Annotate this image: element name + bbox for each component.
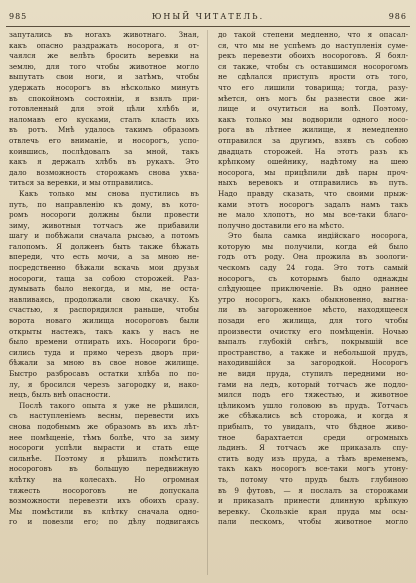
running-header: [0, 12, 416, 26]
text-line: ныхъ веревокъ и отправились въ путь.: [218, 178, 408, 188]
column-gutter: [207, 30, 208, 575]
text-line: и приказалъ принести длинную крѣпкую: [218, 496, 408, 506]
text-line: носороги, таща за собою сторожей. Раз-: [9, 273, 199, 283]
text-line: носороги успѣли вырасти и стать еще: [9, 443, 199, 453]
text-line: галопомъ. Я долженъ быть также бѣжать: [9, 241, 199, 251]
text-line: двадцать сторожей. На этотъ разъ къ: [218, 146, 408, 156]
text-line: позади его жилища, для того чтобы: [218, 316, 408, 326]
text-line: носороговъ въ большую передвижную: [9, 464, 199, 474]
text-line: Быстро разбросавъ остатки хлѣба по по-: [9, 369, 199, 378]
text-line: землю, для того чтобы животное могло: [9, 61, 199, 71]
text-line: находившійся за загородкой. Носорогъ: [218, 358, 408, 368]
text-line: мѣется, онъ могъ бы разнести свое жи-: [218, 93, 408, 103]
text-line: какъ только мы водворили одного носо-: [218, 114, 408, 124]
left-text-column: [9, 30, 199, 575]
text-line: наломавъ его кусками, сталъ класть ихъ: [9, 114, 199, 124]
text-line: Мы помѣстили въ клѣтку сначала одно-: [9, 506, 199, 516]
text-line: мился подъ его тяжестью, и животное: [218, 390, 408, 400]
text-line: въ 9 футовъ, — я послалъ за сторожами: [218, 485, 408, 495]
text-line: запутались въ ногахъ животнаго. Зная,: [9, 30, 199, 39]
text-line: ся, что мы не успѣемъ до наступленія суме-: [218, 40, 408, 50]
text-line: ся также, чтобы съ оставшимся носорогомъ: [218, 61, 408, 71]
text-line: шагу и побѣжали сначала рысью, а потомъ: [9, 231, 199, 241]
running-title: ЮНЫЙ ЧИТАТЕЛЬ.: [151, 12, 265, 21]
text-line: ли въ загороженное мѣсто, находящееся: [218, 305, 408, 315]
text-line: лу, я бросился черезъ загородку и, нако-: [9, 379, 199, 389]
text-line: думывать было некогда, и мы, не оста-: [9, 284, 199, 294]
text-line: цѣликомъ ушло головою въ прудъ. Тотчасъ: [218, 400, 408, 410]
text-line: готовленный для этой цѣли хлѣбъ и,: [9, 104, 199, 114]
text-line: слѣдующее приключеніе. Въ одно раннее: [218, 284, 408, 294]
text-line: рога въ лѣтнее жилище, я немедленно: [218, 125, 408, 135]
text-line: какъ я держалъ хлѣбъ въ рукахъ. Это: [9, 157, 199, 167]
text-line: произвести очистку его помѣщенія. Ночью: [218, 326, 408, 336]
text-line: чаялся же велѣть бросить веревки на: [9, 51, 199, 61]
text-line: крѣпкому ошейнику, надѣтому на шею: [218, 157, 408, 167]
text-line: годъ отъ роду. Она прожила въ зоологи-: [218, 252, 408, 262]
page-number-left: 985: [9, 12, 28, 21]
text-line: льдинъ. Я тотчасъ же приказалъ спу-: [218, 443, 408, 453]
text-line: лище и очутиться на волѣ. Поэтому,: [218, 104, 408, 114]
text-line: которую мы получили, когда ей было: [218, 241, 408, 251]
text-line: нее помѣщеніе, тѣмъ болѣе, что за зиму: [9, 432, 199, 442]
text-line: дало возможность сторожамъ снова ухва-: [9, 167, 199, 177]
text-line: посредственно бѣжали вскачь мои друзья: [9, 263, 199, 273]
text-line: навливаясь, продолжали свою скачку. Къ: [9, 294, 199, 304]
text-line: тяжесть носороговъ не допускала: [9, 485, 199, 495]
text-line: открыты настежъ, такъ какъ у насъ не: [9, 326, 199, 336]
text-line: не видя пруда, ступилъ передними но-: [218, 369, 408, 378]
text-line: возможности перевезти ихъ обоихъ сразу.: [9, 496, 199, 506]
text-line: какъ опасно раздражать носорога, я от-: [9, 40, 199, 50]
text-line: стить воду изъ пруда, а тѣмъ временемъ,: [218, 453, 408, 463]
text-line: носорога, мы прицѣпили двѣ пары проч-: [218, 167, 408, 177]
text-line: нецъ, былъ внѣ опасности.: [9, 390, 111, 400]
text-line: ть, потому что прудъ былъ глубиною: [218, 474, 408, 484]
text-line: веревку. Скользкіе края пруда мы осы-: [218, 506, 408, 516]
text-line: клѣтку на колесахъ. Но огромная: [9, 474, 199, 484]
text-line: носорогъ, съ которымъ было однажды: [218, 273, 408, 283]
text-line: снова подобнымъ же образомъ въ ихъ лѣт-: [9, 421, 199, 431]
text-line: отвлечь его вниманіе, и носорогъ, успо-: [9, 135, 199, 145]
text-line: выпалъ глубокій снѣгъ, покрывшій все: [218, 337, 408, 347]
text-line: съ наступленіемъ весны, перевести ихъ: [9, 411, 199, 421]
text-line: такъ какъ носорогъ все-таки могъ утону-: [218, 464, 408, 474]
text-line: Какъ только мы снова пустились въ: [19, 188, 199, 198]
text-line: въ ротъ. Мнѣ удалось такимъ образомъ: [9, 125, 199, 135]
text-line: утро носорогъ, какъ обыкновенно, выгна-: [218, 294, 408, 304]
text-line: сильнѣе. Поэтому я рѣшилъ помѣстить: [9, 453, 199, 463]
text-line: выпутать свои ноги, и затѣмъ, чтобы: [9, 72, 199, 82]
text-line: удержать носорогъ въ нѣсколько минутъ: [9, 82, 199, 92]
text-line: ворота новаго жилища носороговъ были: [9, 316, 199, 326]
text-line: тное барахтается среди огромныхъ: [218, 432, 408, 442]
text-line: Это была самка индійскаго носорога,: [228, 231, 408, 241]
text-line: пали пескомъ, чтобы животное могло: [218, 517, 408, 527]
text-line: Надо правду сказать, что своими прыж-: [218, 188, 408, 198]
text-line: не сдѣлался приступъ ярости отъ того,: [218, 72, 408, 82]
text-line: титься за веревки, и мы отправились.: [9, 178, 154, 188]
text-line: счастью, я распорядился раньше, чтобы: [9, 305, 199, 315]
text-line: гами на ледъ, который тотчасъ же подло-: [218, 379, 408, 389]
text-line: бѣжали за мною въ свое новое жилище.: [9, 358, 199, 368]
header-rule: [6, 26, 410, 27]
text-line: пространство, а также и небольшой прудъ,: [218, 347, 408, 357]
text-line: Послѣ такого опыта я уже не рѣшился,: [19, 400, 199, 410]
text-line: получно доставили его на мѣсто.: [218, 220, 345, 230]
text-line: же сбѣжались всѣ сторожа, и когда я: [218, 411, 408, 421]
text-line: го и повезли его; по дѣлу подвигаясь: [9, 517, 199, 527]
text-line: было времени отпирать ихъ. Носороги бро-: [9, 337, 199, 347]
text-line: ромъ носороги должны были провести: [9, 210, 199, 220]
text-line: не мало хлопотъ, но мы все-таки благо-: [218, 210, 408, 220]
text-line: впереди, что есть мочи, а за мною не-: [9, 252, 199, 262]
text-line: коившись, послѣдовалъ за мной, такъ: [9, 146, 199, 156]
right-text-column: [218, 30, 408, 575]
text-line: въ спокойномъ состояніи, я взялъ при-: [9, 93, 199, 103]
text-line: ческомъ саду 24 года. Это тотъ самый: [218, 263, 408, 273]
text-line: ками этотъ носорогъ задалъ намъ такъ: [218, 199, 408, 209]
text-line: до такой степени медленно, что я опасал-: [218, 30, 408, 39]
page-number-right: 986: [388, 12, 407, 21]
text-line: сились туда и прямо черезъ дворъ при-: [9, 347, 199, 357]
text-line: путь, по направленію къ дому, въ кото-: [9, 199, 199, 209]
text-line: что его лишили товарища; тогда, разу-: [218, 82, 408, 92]
text-line: отправился за другимъ, взявъ съ собою: [218, 135, 408, 145]
text-line: рекъ перевезти обоихъ носороговъ. Я боял-: [218, 51, 408, 61]
text-line: зиму, животныя тотчасъ же прибавили: [9, 220, 199, 230]
text-line: прибылъ, то увидалъ, что бѣдное живо-: [218, 421, 408, 431]
